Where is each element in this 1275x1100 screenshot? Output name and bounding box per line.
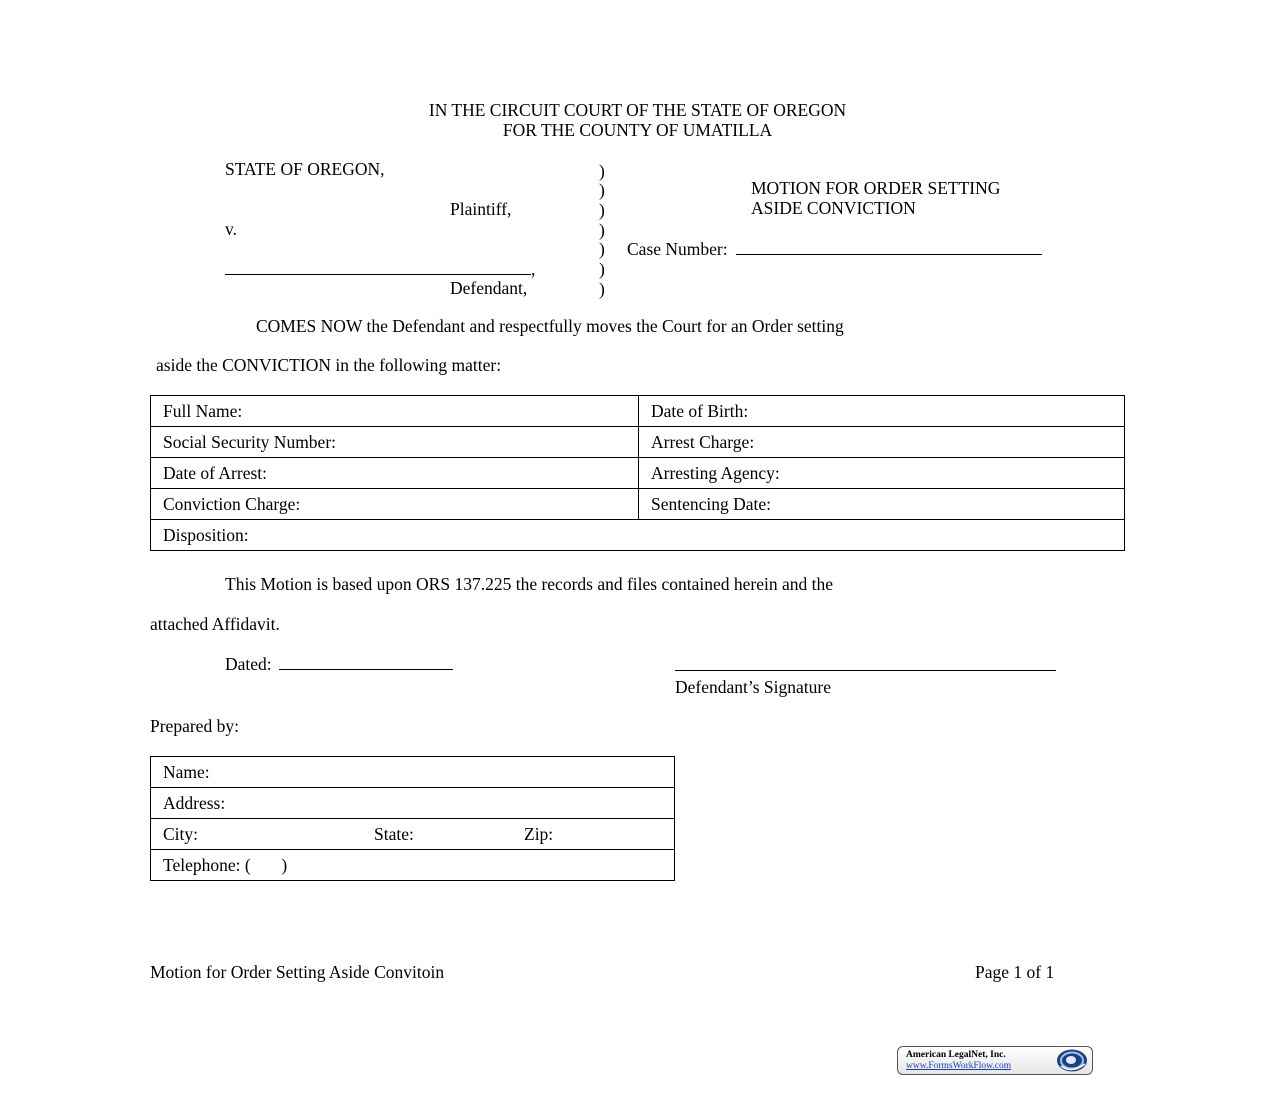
logo-company: American LegalNet, Inc. — [906, 1050, 1006, 1060]
matter-table — [150, 395, 1125, 551]
prepared-by-label: Prepared by: — [150, 716, 239, 736]
table-cell[interactable]: Date of Birth: — [639, 396, 1125, 427]
signature-label: Defendant’s Signature — [675, 677, 831, 697]
preparer-address-cell[interactable]: Address: — [151, 788, 675, 819]
page-number: Page 1 of 1 — [975, 962, 1055, 982]
plaintiff-name: STATE OF OREGON, — [225, 159, 385, 179]
basis-text-line2: attached Affidavit. — [150, 614, 280, 634]
dated-label: Dated: — [225, 654, 272, 674]
table-row — [151, 427, 1125, 458]
caption-paren: ) — [599, 259, 605, 279]
motion-title-line2: ASIDE CONVICTION — [751, 198, 916, 218]
caption-paren: ) — [599, 161, 605, 181]
signature-line[interactable] — [675, 653, 1056, 671]
table-row — [151, 396, 1125, 427]
table-row — [151, 757, 675, 788]
caption-paren: ) — [599, 279, 605, 299]
intro-text-line1: COMES NOW the Defendant and respectfully moves the Court for an Order setting — [256, 316, 844, 336]
city-label: City: — [163, 824, 199, 844]
county-name: FOR THE COUNTY OF UMATILLA — [502, 120, 773, 140]
disposition-cell[interactable]: Disposition: — [151, 520, 1125, 551]
table-cell[interactable]: Social Security Number: — [151, 427, 639, 458]
table-row — [151, 819, 675, 850]
caption-paren: ) — [599, 200, 605, 220]
case-number-line[interactable] — [736, 238, 1042, 255]
caption-paren: ) — [599, 239, 605, 259]
defendant-name-field[interactable]: , — [225, 258, 535, 279]
caption-paren: ) — [599, 180, 605, 200]
dated-field[interactable] — [225, 653, 453, 674]
american-legalnet-logo[interactable] — [897, 1046, 1093, 1075]
table-row — [151, 458, 1125, 489]
logo-url-link[interactable]: www.FormsWorkFlow.com — [906, 1061, 1012, 1071]
case-number-label: Case Number: — [627, 239, 728, 259]
table-cell[interactable]: Full Name: — [151, 396, 639, 427]
table-row — [151, 520, 1125, 551]
table-cell[interactable]: Conviction Charge: — [151, 489, 639, 520]
table-cell[interactable]: Sentencing Date: — [639, 489, 1125, 520]
table-row — [151, 489, 1125, 520]
plaintiff-label: Plaintiff, — [450, 199, 512, 219]
zip-label: Zip: — [524, 824, 554, 844]
intro-text-line2: aside the CONVICTION in the following matter: — [156, 355, 502, 375]
footer-title: Motion for Order Setting Aside Convitoin — [150, 962, 445, 982]
caption-paren: ) — [599, 220, 605, 240]
basis-text-line1: This Motion is based upon ORS 137.225 the records and files contained herein and the — [225, 574, 834, 594]
court-name: IN THE CIRCUIT COURT OF THE STATE OF OREGON — [428, 100, 847, 120]
defendant-label: Defendant, — [450, 278, 528, 298]
table-cell[interactable]: Arresting Agency: — [639, 458, 1125, 489]
table-cell[interactable]: Date of Arrest: — [151, 458, 639, 489]
table-row — [151, 850, 675, 881]
case-number-field[interactable] — [627, 238, 1042, 259]
table-row — [151, 788, 675, 819]
preparer-city-state-zip-cell[interactable] — [151, 819, 675, 850]
versus-label: v. — [225, 219, 237, 239]
dated-line[interactable] — [279, 653, 453, 670]
motion-title-line1: MOTION FOR ORDER SETTING — [751, 178, 1001, 198]
table-cell[interactable]: Arrest Charge: — [639, 427, 1125, 458]
preparer-telephone-cell[interactable]: Telephone: ( ) — [151, 850, 675, 881]
preparer-name-cell[interactable]: Name: — [151, 757, 675, 788]
state-label: State: — [374, 824, 414, 844]
globe-icon — [1055, 1048, 1089, 1073]
preparer-table — [150, 756, 675, 881]
